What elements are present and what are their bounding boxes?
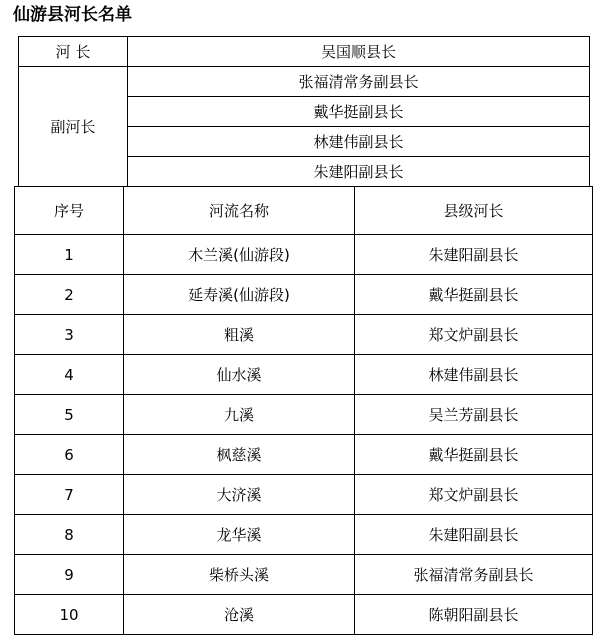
header-river-name: 河流名称 xyxy=(124,187,355,235)
table-row xyxy=(15,355,593,395)
row-number: 4 xyxy=(15,355,124,395)
row-number: 8 xyxy=(15,515,124,555)
rivers-table xyxy=(14,186,593,635)
row-number: 2 xyxy=(15,275,124,315)
row-number: 3 xyxy=(15,315,124,355)
row-river-name: 延寿溪(仙游段) xyxy=(124,275,355,315)
header-county-chief: 县级河长 xyxy=(355,187,593,235)
table-row xyxy=(15,595,593,635)
row-number: 6 xyxy=(15,435,124,475)
deputy-label: 副河长 xyxy=(19,67,128,187)
row-number: 1 xyxy=(15,235,124,275)
row-county-chief: 吴兰芳副县长 xyxy=(355,395,593,435)
deputy-row xyxy=(19,67,590,97)
row-county-chief: 朱建阳副县长 xyxy=(355,515,593,555)
chief-label: 河 长 xyxy=(19,37,128,67)
deputy-name: 林建伟副县长 xyxy=(128,127,590,157)
table-header-row xyxy=(15,187,593,235)
row-number: 5 xyxy=(15,395,124,435)
table-row xyxy=(15,395,593,435)
deputy-name: 朱建阳副县长 xyxy=(128,157,590,187)
row-county-chief: 张福清常务副县长 xyxy=(355,555,593,595)
row-county-chief: 戴华挺副县长 xyxy=(355,435,593,475)
river-chief-table xyxy=(18,36,590,187)
chief-name: 吴国顺县长 xyxy=(128,37,590,67)
table-row xyxy=(15,475,593,515)
table-row xyxy=(15,315,593,355)
table-row xyxy=(15,275,593,315)
row-river-name: 柴桥头溪 xyxy=(124,555,355,595)
row-river-name: 大济溪 xyxy=(124,475,355,515)
row-river-name: 仙水溪 xyxy=(124,355,355,395)
table-row xyxy=(15,515,593,555)
row-county-chief: 朱建阳副县长 xyxy=(355,235,593,275)
deputy-name: 戴华挺副县长 xyxy=(128,97,590,127)
row-river-name: 粗溪 xyxy=(124,315,355,355)
chief-row xyxy=(19,37,590,67)
table-row xyxy=(15,435,593,475)
row-river-name: 枫慈溪 xyxy=(124,435,355,475)
table-row xyxy=(15,235,593,275)
row-river-name: 沧溪 xyxy=(124,595,355,635)
header-number: 序号 xyxy=(15,187,124,235)
row-county-chief: 郑文炉副县长 xyxy=(355,475,593,515)
row-number: 10 xyxy=(15,595,124,635)
row-river-name: 木兰溪(仙游段) xyxy=(124,235,355,275)
page-title: 仙游县河长名单 xyxy=(13,5,132,25)
row-county-chief: 林建伟副县长 xyxy=(355,355,593,395)
deputy-name: 张福清常务副县长 xyxy=(128,67,590,97)
row-county-chief: 陈朝阳副县长 xyxy=(355,595,593,635)
row-county-chief: 郑文炉副县长 xyxy=(355,315,593,355)
row-river-name: 九溪 xyxy=(124,395,355,435)
row-number: 9 xyxy=(15,555,124,595)
row-river-name: 龙华溪 xyxy=(124,515,355,555)
row-county-chief: 戴华挺副县长 xyxy=(355,275,593,315)
table-row xyxy=(15,555,593,595)
row-number: 7 xyxy=(15,475,124,515)
